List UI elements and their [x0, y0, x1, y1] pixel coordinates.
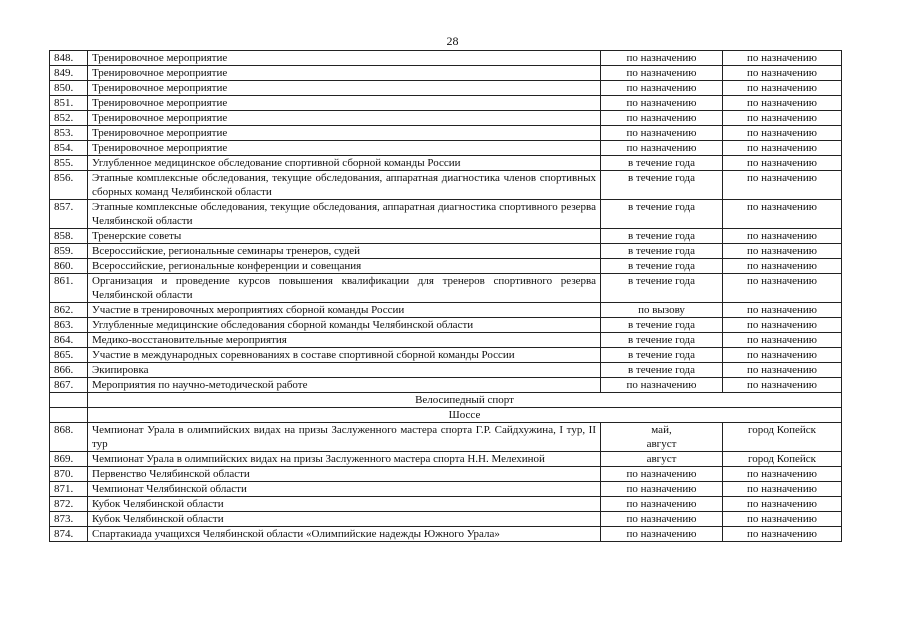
- event-date: по назначению: [601, 512, 723, 527]
- table-row: [50, 333, 842, 348]
- table-row: [50, 126, 842, 141]
- event-location: город Копейск: [723, 423, 842, 452]
- event-location: по назначению: [723, 81, 842, 96]
- event-location: по назначению: [723, 363, 842, 378]
- event-location: по назначению: [723, 482, 842, 497]
- table-row: [50, 111, 842, 126]
- event-name: Спартакиада учащихся Челябинской области «Олимпийские надежды Южного Урала»: [88, 527, 601, 542]
- event-name: Участие в тренировочных мероприятиях сборной команды России: [88, 303, 601, 318]
- event-name: Тренировочное мероприятие: [88, 111, 601, 126]
- event-date: в течение года: [601, 348, 723, 363]
- row-number: 851.: [50, 96, 88, 111]
- table-row: [50, 141, 842, 156]
- event-name: Этапные комплексные обследования, текущие обследования, аппаратная диагностика членов спортивных сборных команд Челябинской области: [88, 171, 601, 200]
- section-number-cell: [50, 408, 88, 423]
- row-number: 852.: [50, 111, 88, 126]
- page-number: 28: [446, 34, 459, 48]
- events-table-body: [50, 51, 842, 542]
- table-row: [50, 452, 842, 467]
- event-location: город Копейск: [723, 452, 842, 467]
- event-date: в течение года: [601, 171, 723, 200]
- section-title: Велосипедный спорт: [88, 393, 842, 408]
- table-row: [50, 51, 842, 66]
- table-row: [50, 527, 842, 542]
- row-number: 862.: [50, 303, 88, 318]
- row-number: 853.: [50, 126, 88, 141]
- row-number: 864.: [50, 333, 88, 348]
- event-location: по назначению: [723, 156, 842, 171]
- table-row: [50, 229, 842, 244]
- events-table: [49, 50, 842, 542]
- event-name: Чемпионат Челябинской области: [88, 482, 601, 497]
- table-row: [50, 467, 842, 482]
- event-name: Всероссийские, региональные семинары тренеров, судей: [88, 244, 601, 259]
- event-date: по назначению: [601, 66, 723, 81]
- table-row: [50, 274, 842, 303]
- event-location: по назначению: [723, 259, 842, 274]
- row-number: 872.: [50, 497, 88, 512]
- section-header-row: [50, 393, 842, 408]
- table-row: [50, 156, 842, 171]
- event-location: по назначению: [723, 467, 842, 482]
- row-number: 863.: [50, 318, 88, 333]
- event-location: по назначению: [723, 333, 842, 348]
- row-number: 850.: [50, 81, 88, 96]
- table-row: [50, 303, 842, 318]
- table-row: [50, 512, 842, 527]
- row-number: 861.: [50, 274, 88, 303]
- row-number: 855.: [50, 156, 88, 171]
- event-date: по назначению: [601, 378, 723, 393]
- table-row: [50, 81, 842, 96]
- event-location: по назначению: [723, 229, 842, 244]
- event-date: в течение года: [601, 156, 723, 171]
- event-location: по назначению: [723, 96, 842, 111]
- row-number: 874.: [50, 527, 88, 542]
- event-name: Этапные комплексные обследования, текущие обследования, аппаратная диагностика спортивного резерва Челябинской области: [88, 200, 601, 229]
- row-number: 859.: [50, 244, 88, 259]
- event-date: по назначению: [601, 527, 723, 542]
- section-number-cell: [50, 393, 88, 408]
- row-number: 870.: [50, 467, 88, 482]
- table-row: [50, 259, 842, 274]
- event-name: Экипировка: [88, 363, 601, 378]
- table-row: [50, 497, 842, 512]
- event-date: август: [601, 452, 723, 467]
- event-name: Чемпионат Урала в олимпийских видах на призы Заслуженного мастера спорта Г.Р. Сайдхужина, I тур, II тур: [88, 423, 601, 452]
- event-location: по назначению: [723, 274, 842, 303]
- event-date: по назначению: [601, 51, 723, 66]
- event-name: Тренерские советы: [88, 229, 601, 244]
- row-number: 848.: [50, 51, 88, 66]
- row-number: 849.: [50, 66, 88, 81]
- table-row: [50, 378, 842, 393]
- event-date: по назначению: [601, 96, 723, 111]
- table-row: [50, 244, 842, 259]
- table-row: [50, 66, 842, 81]
- event-name: Кубок Челябинской области: [88, 512, 601, 527]
- row-number: 868.: [50, 423, 88, 452]
- row-number: 860.: [50, 259, 88, 274]
- table-row: [50, 96, 842, 111]
- event-name: Мероприятия по научно-методической работе: [88, 378, 601, 393]
- row-number: 854.: [50, 141, 88, 156]
- event-date: в течение года: [601, 200, 723, 229]
- event-date: по назначению: [601, 126, 723, 141]
- event-location: по назначению: [723, 497, 842, 512]
- event-location: по назначению: [723, 51, 842, 66]
- event-location: по назначению: [723, 141, 842, 156]
- event-name: Первенство Челябинской области: [88, 467, 601, 482]
- event-location: по назначению: [723, 318, 842, 333]
- event-location: по назначению: [723, 303, 842, 318]
- event-location: по назначению: [723, 171, 842, 200]
- row-number: 866.: [50, 363, 88, 378]
- row-number: 871.: [50, 482, 88, 497]
- event-location: по назначению: [723, 527, 842, 542]
- event-name: Медико-восстановительные мероприятия: [88, 333, 601, 348]
- event-location: по назначению: [723, 512, 842, 527]
- event-date: в течение года: [601, 229, 723, 244]
- event-location: по назначению: [723, 111, 842, 126]
- table-row: [50, 200, 842, 229]
- section-header-row: [50, 408, 842, 423]
- event-name: Тренировочное мероприятие: [88, 81, 601, 96]
- row-number: 856.: [50, 171, 88, 200]
- event-name: Организация и проведение курсов повышения квалификации для тренеров спортивного резерва Челябинской области: [88, 274, 601, 303]
- event-name: Всероссийские, региональные конференции и совещания: [88, 259, 601, 274]
- event-location: по назначению: [723, 66, 842, 81]
- event-date: в течение года: [601, 274, 723, 303]
- table-row: [50, 363, 842, 378]
- table-row: [50, 348, 842, 363]
- event-date: в течение года: [601, 333, 723, 348]
- table-row: [50, 423, 842, 452]
- event-name: Тренировочное мероприятие: [88, 66, 601, 81]
- row-number: 858.: [50, 229, 88, 244]
- event-name: Чемпионат Урала в олимпийских видах на призы Заслуженного мастера спорта Н.Н. Мелехиной: [88, 452, 601, 467]
- event-name: Тренировочное мероприятие: [88, 96, 601, 111]
- event-date: по назначению: [601, 497, 723, 512]
- event-name: Тренировочное мероприятие: [88, 141, 601, 156]
- table-row: [50, 171, 842, 200]
- event-location: по назначению: [723, 244, 842, 259]
- event-name: Тренировочное мероприятие: [88, 126, 601, 141]
- row-number: 865.: [50, 348, 88, 363]
- event-date: в течение года: [601, 259, 723, 274]
- event-name: Углубленное медицинское обследование спортивной сборной команды России: [88, 156, 601, 171]
- event-date: по назначению: [601, 467, 723, 482]
- event-date: по назначению: [601, 81, 723, 96]
- event-date: в течение года: [601, 244, 723, 259]
- event-date: май, август: [601, 423, 723, 452]
- event-date: по вызову: [601, 303, 723, 318]
- event-name: Кубок Челябинской области: [88, 497, 601, 512]
- row-number: 869.: [50, 452, 88, 467]
- event-name: Углубленные медицинские обследования сборной команды Челябинской области: [88, 318, 601, 333]
- event-date: по назначению: [601, 482, 723, 497]
- row-number: 867.: [50, 378, 88, 393]
- event-name: Участие в международных соревнованиях в составе спортивной сборной команды России: [88, 348, 601, 363]
- event-date: по назначению: [601, 141, 723, 156]
- row-number: 873.: [50, 512, 88, 527]
- event-location: по назначению: [723, 126, 842, 141]
- section-title: Шоссе: [88, 408, 842, 423]
- table-row: [50, 318, 842, 333]
- event-name: Тренировочное мероприятие: [88, 51, 601, 66]
- event-date: в течение года: [601, 318, 723, 333]
- event-date: по назначению: [601, 111, 723, 126]
- event-location: по назначению: [723, 200, 842, 229]
- event-location: по назначению: [723, 348, 842, 363]
- table-row: [50, 482, 842, 497]
- row-number: 857.: [50, 200, 88, 229]
- event-date: в течение года: [601, 363, 723, 378]
- event-location: по назначению: [723, 378, 842, 393]
